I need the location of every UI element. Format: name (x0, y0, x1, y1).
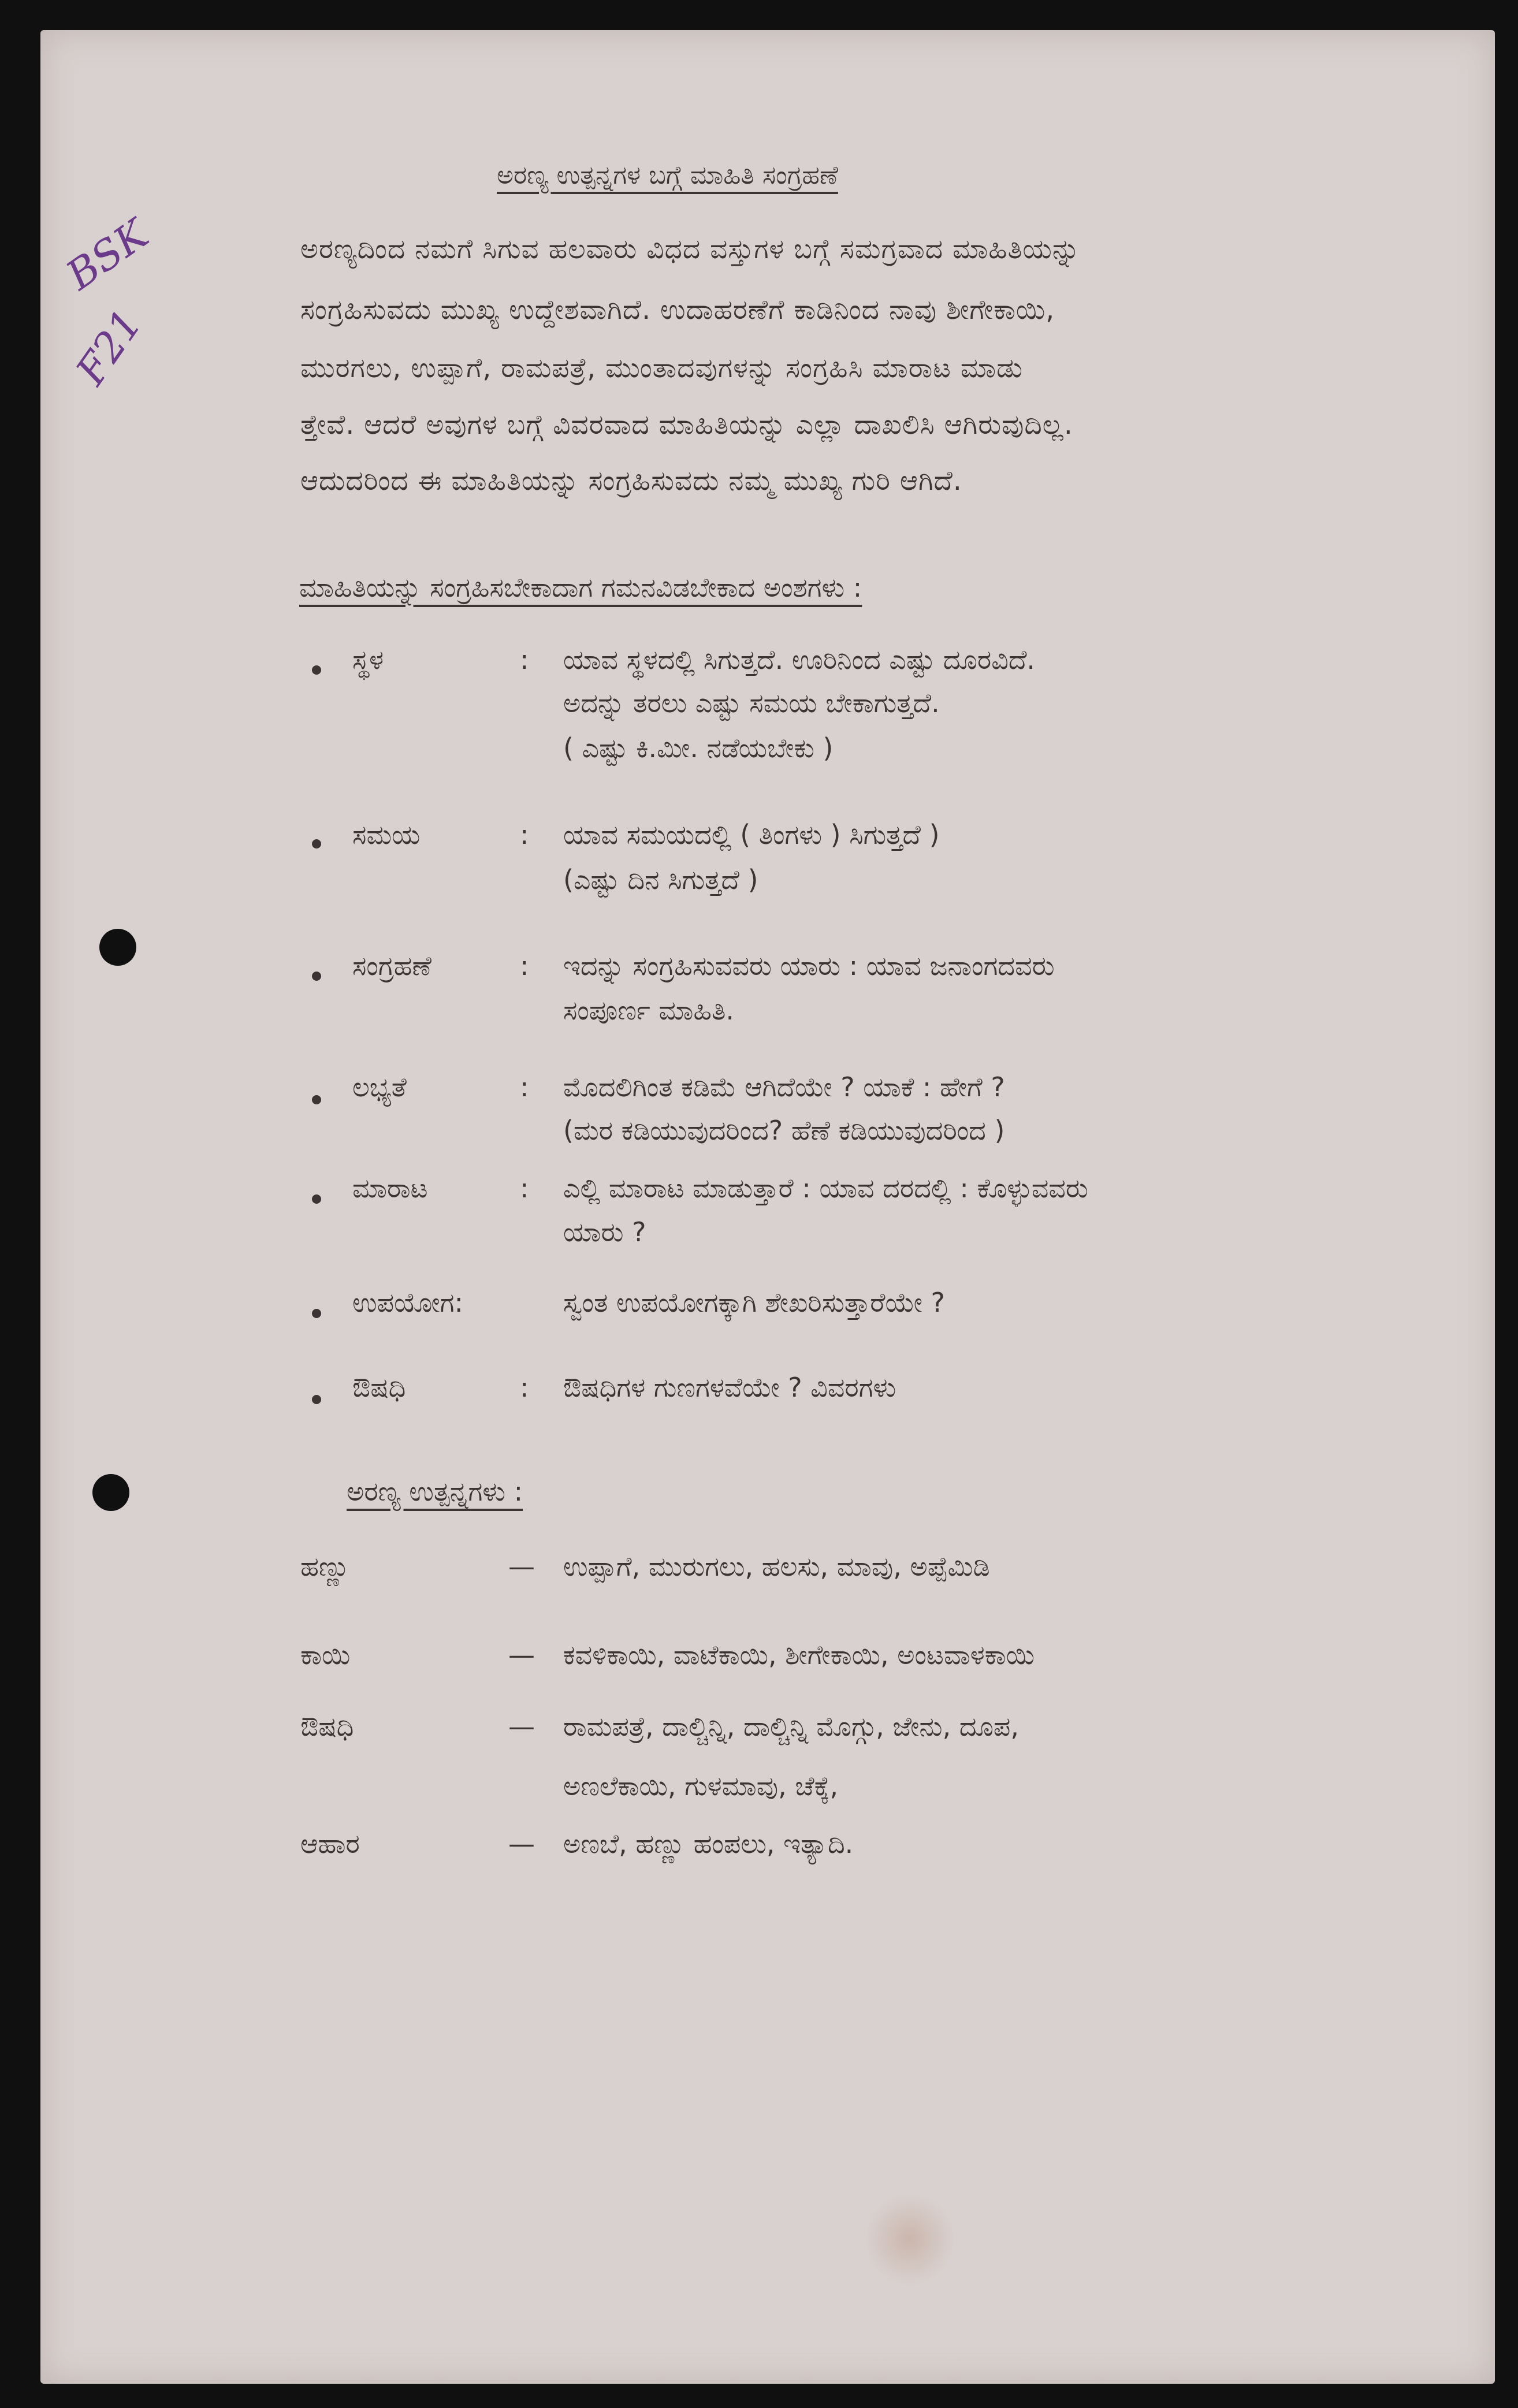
product-category: ಆಹಾರ (300, 1828, 360, 1859)
bullet-point (312, 1309, 321, 1318)
punch-hole (99, 929, 136, 966)
page-title: ಅರಣ್ಯ ಉತ್ಪನ್ನಗಳ ಬಗ್ಗೆ ಮಾಹಿತಿ ಸಂಗ್ರಹಣೆ (497, 161, 838, 190)
aspect-detail: ಯಾರು ? (563, 1216, 646, 1248)
aspect-label: ಔಷಧಿ (352, 1372, 406, 1403)
aspect-label: ಸ್ಥಳ (352, 644, 384, 675)
aspect-detail: (ಎಷ್ಟು ದಿನ ಸಿಗುತ್ತದೆ ) (563, 864, 758, 895)
intro-line: ಸಂಗ್ರಹಿಸುವದು ಮುಖ್ಯ ಉದ್ದೇಶವಾಗಿದೆ. ಉದಾಹರಣೆಗೆ ಕಾಡಿನಿಂದ ನಾವು ಶೀಗೇಕಾಯಿ, (300, 294, 1055, 326)
aspect-detail: ಯಾವ ಸ್ಥಳದಲ್ಲಿ ಸಿಗುತ್ತದೆ. ಊರಿನಿಂದ ಎಷ್ಟು ದೂರವಿದೆ. (563, 644, 1036, 675)
paper-stain (866, 2190, 953, 2288)
aspect-detail: ಮೊದಲಿಗಿಂತ ಕಡಿಮೆ ಆಗಿದೆಯೇ ? ಯಾಕೆ : ಹೇಗೆ ? (563, 1071, 1005, 1103)
bullet-point (312, 1395, 321, 1404)
bullet-point (312, 972, 321, 981)
bullet-point (312, 1194, 321, 1204)
aspect-colon: : (520, 1173, 529, 1204)
aspect-detail: ಔಷಧಿಗಳ ಗುಣಗಳವೆಯೇ ? ವಿವರಗಳು (563, 1372, 896, 1403)
product-items: ಕವಳಿಕಾಯಿ, ವಾಟೆಕಾಯಿ, ಶೀಗೇಕಾಯಿ, ಅಂಟವಾಳಕಾಯಿ (563, 1639, 1035, 1670)
product-items: ಉಪ್ಪಾಗೆ, ಮುರುಗಲು, ಹಲಸು, ಮಾವು, ಅಪ್ಪೆಮಿಡಿ (563, 1551, 990, 1582)
products-heading: ಅರಣ್ಯ ಉತ್ಪನ್ನಗಳು : (347, 1476, 523, 1507)
intro-line: ಅರಣ್ಯದಿಂದ ನಮಗೆ ಸಿಗುವ ಹಲವಾರು ವಿಧದ ವಸ್ತುಗಳ ಬಗ್ಗೆ ಸಮಗ್ರವಾದ ಮಾಹಿತಿಯನ್ನು (300, 233, 1081, 265)
bullet-point (312, 665, 321, 675)
aspect-label: ಸಂಗ್ರಹಣೆ (352, 950, 431, 981)
aspect-label: ಲಭ್ಯತೆ (352, 1071, 407, 1103)
aspect-label: ಸಮಯ (352, 819, 421, 850)
product-dash: — (508, 1711, 535, 1742)
aspect-colon: : (520, 644, 529, 675)
aspect-detail: ಅದನ್ನು ತರಲು ಎಷ್ಟು ಸಮಯ ಬೇಕಾಗುತ್ತದೆ. (563, 687, 940, 719)
product-category: ಕಾಯಿ (300, 1639, 351, 1670)
aspect-colon: : (520, 1071, 529, 1103)
aspect-colon: : (520, 1372, 529, 1403)
bullet-point (312, 839, 321, 848)
aspect-label: ಮಾರಾಟ (352, 1173, 428, 1204)
intro-line: ಮುರಗಲು, ಉಪ್ಪಾಗೆ, ರಾಮಪತ್ರೆ, ಮುಂತಾದವುಗಳನ್ನು ಸಂಗ್ರಹಿಸಿ ಮಾರಾಟ ಮಾಡು (300, 352, 1024, 384)
bullet-point (312, 1095, 321, 1104)
product-items: ಅಣಬೆ, ಹಣ್ಣು ಹಂಪಲು, ಇತ್ಯಾದಿ. (563, 1828, 854, 1859)
aspect-detail: ಸಂಪೂರ್ಣ ಮಾಹಿತಿ. (563, 995, 734, 1026)
product-items: ಅಣಲೆಕಾಯಿ, ಗುಳಮಾವು, ಚೆಕ್ಕೆ, (563, 1770, 839, 1802)
punch-hole (92, 1474, 129, 1511)
aspect-detail: ಇದನ್ನು ಸಂಗ್ರಹಿಸುವವರು ಯಾರು : ಯಾವ ಜನಾಂಗದವರು (563, 950, 1055, 981)
product-category: ಔಷಧಿ (300, 1711, 354, 1742)
aspect-detail: (ಮರ ಕಡಿಯುವುದರಿಂದ? ಹೆಣೆ ಕಡಿಯುವುದರಿಂದ ) (563, 1115, 1005, 1146)
product-category: ಹಣ್ಣು (300, 1551, 350, 1582)
product-dash: — (508, 1828, 535, 1859)
aspect-detail: ( ಎಷ್ಟು ಕಿ.ಮೀ. ನಡೆಯಬೇಕು ) (563, 732, 834, 764)
aspect-colon: : (520, 950, 529, 981)
intro-line: ತ್ತೇವೆ. ಆದರೆ ಅವುಗಳ ಬಗ್ಗೆ ವಿವರವಾದ ಮಾಹಿತಿಯನ್ನು ಎಲ್ಲಾ ದಾಖಲಿಸಿ ಆಗಿರುವುದಿಲ್ಲ. (300, 409, 1073, 441)
handwritten-note: F21 (66, 301, 151, 393)
aspect-detail: ಎಲ್ಲಿ ಮಾರಾಟ ಮಾಡುತ್ತಾರೆ : ಯಾವ ದರದಲ್ಲಿ : ಕೊಳ್ಳುವವರು (563, 1173, 1088, 1204)
product-dash: — (508, 1551, 535, 1582)
intro-line: ಆದುದರಿಂದ ಈ ಮಾಹಿತಿಯನ್ನು ಸಂಗ್ರಹಿಸುವದು ನಮ್ಮ ಮುಖ್ಯ ಗುರಿ ಆಗಿದೆ. (300, 465, 962, 497)
aspect-detail: ಯಾವ ಸಮಯದಲ್ಲಿ ( ತಿಂಗಳು ) ಸಿಗುತ್ತದೆ ) (563, 819, 940, 850)
aspects-heading: ಮಾಹಿತಿಯನ್ನು ಸಂಗ್ರಹಿಸಬೇಕಾದಾಗ ಗಮನವಿಡಬೇಕಾದ ಅಂಶಗಳು : (299, 572, 862, 603)
aspect-label: ಉಪಯೋಗ: (352, 1287, 464, 1318)
handwritten-note: BSK (58, 210, 157, 300)
product-dash: — (508, 1639, 535, 1670)
product-items: ರಾಮಪತ್ರೆ, ದಾಲ್ಚಿನ್ನಿ, ದಾಲ್ಚಿನ್ನಿ ಮೊಗ್ಗು, ಜೇನು, ದೂಪ, (563, 1711, 1019, 1742)
aspect-detail: ಸ್ವಂತ ಉಪಯೋಗಕ್ಕಾಗಿ ಶೇಖರಿಸುತ್ತಾರೆಯೇ ? (563, 1287, 945, 1318)
aspect-colon: : (520, 819, 529, 850)
